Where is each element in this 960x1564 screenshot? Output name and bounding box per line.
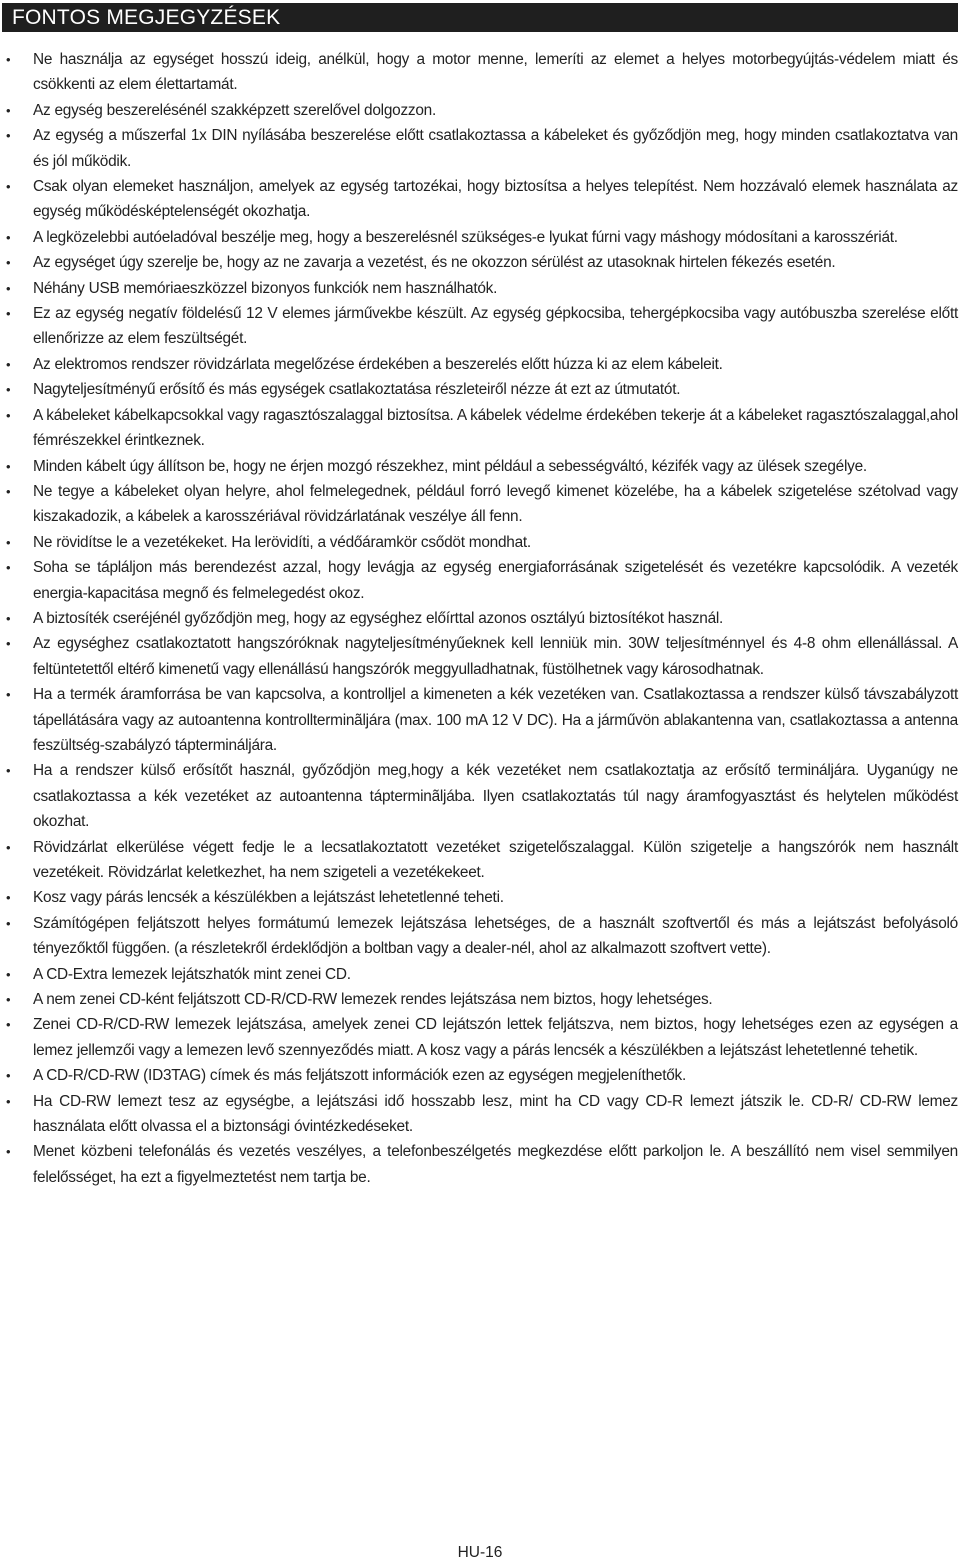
note-text: Menet közbeni telefonálás és vezetés veszélyes, a telefonbeszélgetés megkezdése előtt parkoljon le. A beszállító nem visel semmilyen felelősséget, ha ezt a figyelmeztetést nem tartja be. <box>33 1143 958 1186</box>
bullet-icon: • <box>6 636 11 652</box>
note-text: Az egység a műszerfal 1x DIN nyílásába beszerelése előtt csatlakoztassa a kábeleket és győződjön meg, hogy minden csatlakoztatva van és jól működik. <box>33 127 958 170</box>
bullet-icon: • <box>6 407 11 423</box>
note-item <box>0 606 960 631</box>
note-text: Az elektromos rendszer rövidzárlata megelőzése érdekében a beszerelés előtt húzza ki az elem kábeleit. <box>33 355 723 373</box>
note-text: Ha a rendszer külső erősítőt használ, győződjön meg,hogy a kék vezetéket nem csatlakoztatja az erősítő termináljára. Uyganúgy ne csatlakoztassa a kék vezetéket az autoantenna tápterminãljába. Ilyen csatlakoztatás túl nagy áramfogyasztást és helytelen működést okozhat. <box>33 762 958 831</box>
note-item <box>0 758 960 834</box>
note-item <box>0 1089 960 1140</box>
note-item <box>0 225 960 250</box>
bullet-icon: • <box>6 229 11 245</box>
note-item <box>0 885 960 910</box>
section-header-bar <box>2 3 958 32</box>
note-text: Minden kábelt úgy állítson be, hogy ne érjen mozgó részekhez, mint például a sebességváltó, kézifék vagy az ülések szegélye. <box>33 457 867 475</box>
bullet-icon: • <box>6 458 11 474</box>
note-text: A CD-R/CD-RW (ID3TAG) címek és más feljátszott információk ezen az egységen megjeleníthetők. <box>33 1067 686 1085</box>
bullet-icon: • <box>6 1093 11 1109</box>
note-text: Ne tegye a kábeleket olyan helyre, ahol felmelegednek, például forró levegő kimenet közelébe, ha a kábelek szigetelése szétolvad vagy kiszakadozik, a kábelek a karosszériával rövidzárlatának veszélye áll fenn. <box>33 482 958 526</box>
note-text: Csak olyan elemeket használjon, amelyek az egység tartozékai, hogy biztosítsa a helyes telepítést. Nem hozzávaló elemek használata az egység működésképtelenségét okozhatja. <box>33 178 958 221</box>
bullet-icon: • <box>6 839 11 855</box>
note-text: Néhány USB memóriaeszközzel bizonyos funkciók nem használhatók. <box>33 279 498 297</box>
note-text: Soha se tápláljon más berendezést azzal, hogy levágja az egység energiaforrásának szigetelését és vezetékre kapcsolódik. A vezeték energia-kapacitása megnő és felmelegedést okoz. <box>33 559 958 602</box>
bullet-icon: • <box>6 534 11 550</box>
bullet-icon: • <box>6 280 11 296</box>
note-text: Rövidzárlat elkerülése végett fedje le a lecsatlakoztatott vezetéket szigetelőszalaggal. Külön szigetelje a hangszórók nem használt vezetékeit. Rövidzárlat keletkezhet, ha nem szigeteli a vezetékekeet. <box>33 838 958 881</box>
note-text: Zenei CD-R/CD-RW lemezek lejátszása, amelyek zenei CD lejátszón lettek feljátszva, nem biztos, hogy lehetséges ezen az egységen a lemez jellemzői vagy a lemezen levő szennyeződés miatt. A kosz vagy a párás lencsék a készülékben a lejátszást lehetetlenné tehetik. <box>33 1016 958 1059</box>
note-text: Kosz vagy párás lencsék a készülékben a lejátszást lehetetlenné teheti. <box>33 889 504 907</box>
note-text: A nem zenei CD-ként feljátszott CD-R/CD-RW lemezek rendes lejátszása nem biztos, hogy lehetséges. <box>33 991 713 1009</box>
note-text: Ha CD-RW lemezt tesz az egységbe, a lejátszási idő hosszabb lesz, mint ha CD vagy CD-R lemezt játszik le. CD-R/ CD-RW lemez használata előtt olvassa el a biztonsági óvintézkedéseket. <box>33 1092 958 1136</box>
bullet-icon: • <box>6 890 11 906</box>
bullet-icon: • <box>6 306 11 322</box>
bullet-icon: • <box>6 992 11 1008</box>
note-text: Ha a termék áramforrása be van kapcsolva, a kontrolljel a kimeneten a kék vezetéken van. Csatlakoztassa a rendszer külső távszabályzott tápellátására vagy az autoantenna kontrollterminãljára (max. 100 mA 12 V DC). Ha a járművön ablakantenna van, csatlakoztassa a antenna feszültség-szabályzó táptermináljára. <box>33 686 958 754</box>
bullet-icon: • <box>6 966 11 982</box>
note-text: Ez az egység negatív földelésű 12 V elemes járművekbe készült. Az egység gépkocsiba, tehergépkocsiba vagy autóbuszba szerelése előtt ellenőrizze az elem feszültségét. <box>33 305 958 348</box>
note-item <box>0 47 960 98</box>
section-title: FONTOS MEGJEGYZÉSEK <box>12 6 281 29</box>
note-item <box>0 835 960 886</box>
note-item <box>0 479 960 530</box>
note-text: Az egység beszerelésénél szakképzett szerelővel dolgozzon. <box>33 101 436 119</box>
bullet-icon: • <box>6 763 11 779</box>
bullet-icon: • <box>6 128 11 144</box>
note-item <box>0 301 960 352</box>
bullet-icon: • <box>6 102 11 118</box>
note-item <box>0 987 960 1012</box>
bullet-icon: • <box>6 52 11 67</box>
note-item <box>0 276 960 301</box>
note-item <box>0 123 960 174</box>
note-text: Ne rövidítse le a vezetékeket. Ha lerövidíti, a védőáramkör csődöt mondhat. <box>33 533 531 551</box>
note-item <box>0 530 960 555</box>
bullet-icon: • <box>6 1144 11 1160</box>
note-item <box>0 377 960 402</box>
bullet-icon: • <box>6 1068 11 1084</box>
bullet-icon: • <box>6 560 11 576</box>
note-text: A biztosíték cseréjénél győződjön meg, hogy az egységhez előírttal azonos osztályú biztosítékot használ. <box>33 609 724 627</box>
note-text: Ne használja az egységet hosszú ideig, anélkül, hogy a motor menne, lemeríti az elemet a helyes motorbegyújtás-védelem miatt és csökkenti az elem élettartamát. <box>33 51 958 94</box>
bullet-icon: • <box>6 610 11 626</box>
bullet-icon: • <box>6 1017 11 1033</box>
bullet-icon: • <box>6 483 11 499</box>
note-text: Az egységhez csatlakoztatott hangszóróknak nagyteljesítményűeknek kell lenniük min. 30W teljesítménnyel és 4-8 ohm ellenállással. A feltüntetettől eltérő kimenetű vagy ellenállású hangszórók meggyulladhatnak, füstölhetnek vagy károsodhatnak. <box>33 635 958 678</box>
note-item <box>0 631 960 682</box>
page-number: HU-16 <box>457 1544 503 1561</box>
note-item <box>0 962 960 987</box>
note-item <box>0 1063 960 1088</box>
note-item <box>0 682 960 758</box>
note-text: A CD-Extra lemezek lejátszhatók mint zenei CD. <box>33 965 351 983</box>
bullet-icon: • <box>6 382 11 398</box>
bullet-icon: • <box>6 687 11 703</box>
note-item <box>0 454 960 479</box>
note-item <box>0 911 960 962</box>
note-item <box>0 555 960 606</box>
note-text: Nagyteljesítményű erősítő és más egységek csatlakoztatása részleteiről nézze át ezt az útmutatót. <box>33 381 681 399</box>
note-item <box>0 98 960 123</box>
note-text: A legközelebbi autóeladóval beszélje meg, hogy a beszerelésnél szükséges-e lyukat fúrni vagy máshogy módosítani a karosszériát. <box>33 228 898 246</box>
bullet-icon: • <box>6 915 11 931</box>
bullet-icon: • <box>6 255 11 271</box>
note-item <box>0 174 960 225</box>
bullet-icon: • <box>6 356 11 372</box>
note-text: Számítógépen feljátszott helyes formátumú lemezek lejátszása lehetséges, de a használt szoftvertől és más a lejátszást befolyásoló tényezőktől függően. (a részletekről érdeklődjön a boltban vagy a dealer-nél, ahol az alkalmazott szoftvert vette). <box>33 914 958 958</box>
note-item <box>0 1139 960 1190</box>
bullet-icon: • <box>6 179 11 195</box>
important-notes-list <box>0 47 960 1190</box>
note-text: A kábeleket kábelkapcsokkal vagy ragasztószalaggal biztosítsa. A kábelek védelme érdekében tekerje át a kábeleket ragasztószalaggal,ahol fémrészekkel érintkeznek. <box>33 406 958 450</box>
note-item <box>0 352 960 377</box>
note-text: Az egységet úgy szerelje be, hogy az ne zavarja a vezetést, és ne okozzon sérülést az utasoknak hirtelen fékezés esetén. <box>33 254 836 272</box>
note-item <box>0 1012 960 1063</box>
note-item <box>0 250 960 275</box>
note-item <box>0 403 960 454</box>
